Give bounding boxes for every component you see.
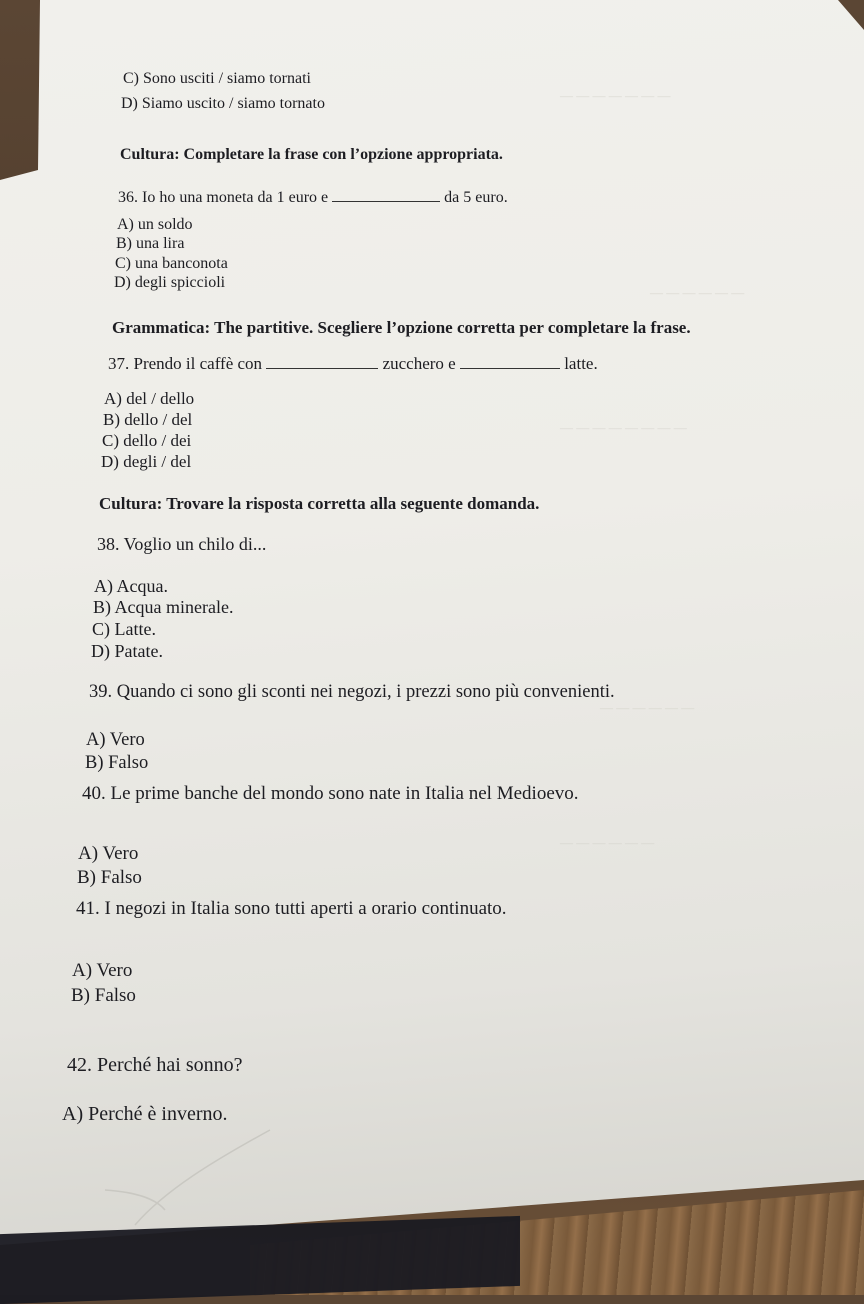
question-40: 40. Le prime banche del mondo sono nate in Italia nel Medioevo. (82, 783, 579, 804)
option-a: A) Vero (86, 730, 145, 750)
option-a: A) del / dello (104, 389, 195, 408)
show-through-text: — — — — — — — — (560, 420, 687, 435)
question-text: zucchero e (382, 354, 456, 373)
option-b: B) dello / del (103, 410, 193, 429)
show-through-text: — — — — — — (600, 700, 695, 715)
option-d: D) Patate. (91, 641, 163, 661)
option-b: B) Acqua minerale. (93, 597, 234, 617)
option-a: A) Acqua. (94, 576, 168, 596)
question-38: 38. Voglio un chilo di... (97, 534, 267, 554)
option-b: B) Falso (77, 867, 142, 888)
question-36 (118, 189, 508, 207)
option-b: B) Falso (71, 985, 136, 1006)
section-heading-cultura: Cultura: Completare la frase con l’opzione appropriata. (120, 146, 503, 163)
question-text: da 5 euro. (444, 189, 508, 206)
question-39: 39. Quando ci sono gli sconti nei negozi, i prezzi sono più convenienti. (89, 682, 615, 702)
question-text: 37. Prendo il caffè con (108, 354, 263, 373)
option-b: B) una lira (116, 235, 185, 252)
option-c: C) dello / dei (102, 431, 192, 450)
question-text: latte. (564, 354, 598, 373)
question-text: 36. Io ho una moneta da 1 euro e (118, 189, 329, 206)
option-c: C) Latte. (92, 619, 156, 639)
section-heading-grammatica: Grammatica: The partitive. Scegliere l’opzione corretta per completare la frase. (112, 318, 691, 337)
show-through-text: — — — — — — (560, 835, 655, 850)
answer-blank[interactable] (460, 368, 560, 369)
option-a: A) Perché è inverno. (62, 1103, 228, 1125)
option-c: C) una banconota (115, 255, 228, 272)
show-through-text: — — — — — — — (560, 88, 671, 103)
option-b: B) Falso (85, 753, 149, 773)
option-d: D) degli / del (101, 452, 192, 471)
option-a: A) Vero (78, 843, 139, 864)
question-41: 41. I negozi in Italia sono tutti aperti a orario continuato. (76, 898, 507, 919)
option-a: A) Vero (72, 960, 133, 981)
question-37 (108, 354, 598, 374)
answer-blank[interactable] (332, 201, 440, 202)
prev-option-d: D) Siamo uscito / siamo tornato (121, 95, 325, 112)
question-42: 42. Perché hai sonno? (67, 1054, 243, 1076)
option-a: A) un soldo (117, 216, 193, 233)
option-d: D) degli spiccioli (114, 274, 226, 291)
page-curl-lines (95, 1120, 295, 1230)
answer-blank[interactable] (266, 368, 378, 369)
section-heading-cultura-2: Cultura: Trovare la risposta corretta alla seguente domanda. (99, 494, 540, 513)
show-through-text: — — — — — — (650, 285, 745, 300)
prev-option-c: C) Sono usciti / siamo tornati (123, 70, 311, 87)
